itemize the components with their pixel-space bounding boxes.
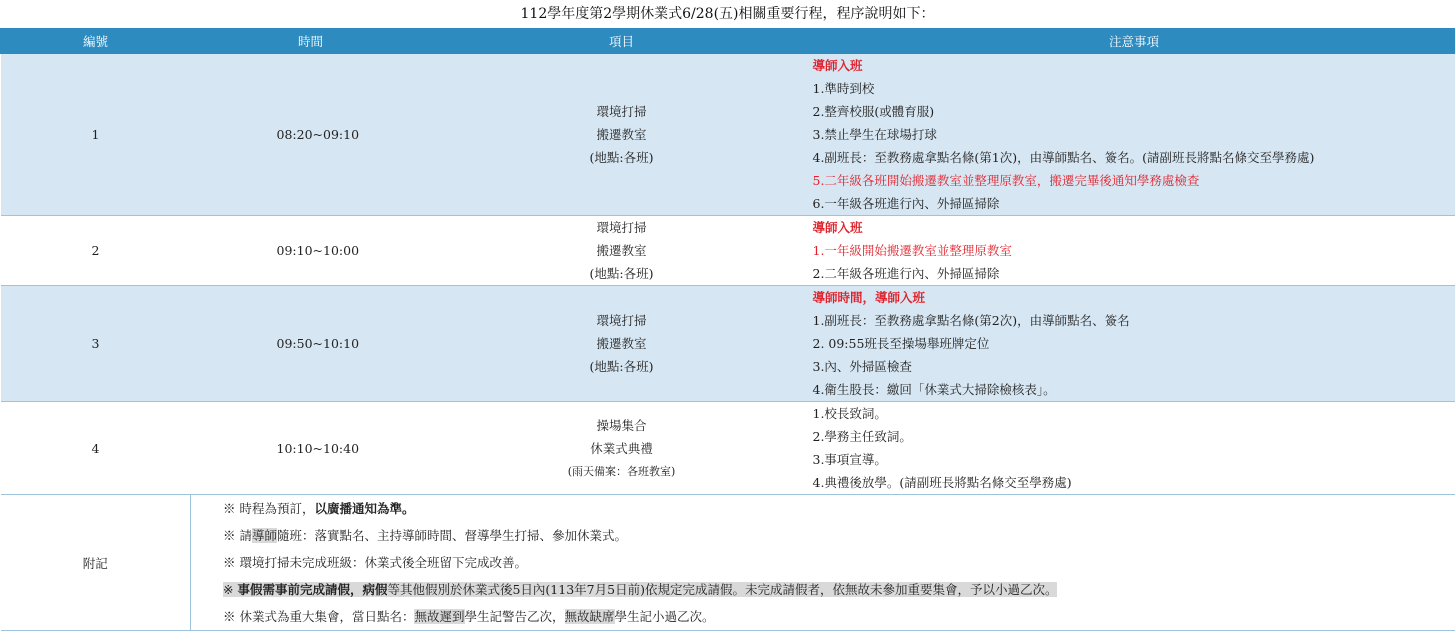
note-line: 2.學務主任致詞。 [813,425,1455,448]
row-items [431,402,813,495]
note-line: 4.副班長：至教務處拿點名條(第1次)，由導師點名、簽名。(請副班長將點名條交至學務處) [813,146,1455,169]
remarks-label: 附記 [1,495,191,631]
header-item: 項目 [431,29,813,54]
note-line: 2.整齊校服(或體育服) [813,100,1455,123]
note-line: 6.一年級各班進行內、外掃區掃除 [813,192,1455,215]
note-line: 3.內、外掃區檢查 [813,355,1455,378]
remark-line: ※ 環境打掃未完成班級：休業式後全班留下完成改善。 [223,549,1455,576]
row-num: 3 [1,286,191,402]
row-items [431,286,813,402]
note-line: 導師時間，導師入班 [813,286,1455,309]
header-time: 時間 [191,29,431,54]
header-num: 編號 [1,29,191,54]
page-title: 112學年度第2學期休業式6/28(五)相關重要行程，程序說明如下： [0,0,1455,28]
table-row [1,286,1455,402]
item-line: (雨天備案：各班教室) [431,460,813,483]
item-line: 搬遷教室 [431,123,813,146]
row-num: 4 [1,402,191,495]
note-line: 3.事項宣導。 [813,448,1455,471]
note-line: 2. 09:55班長至操場舉班牌定位 [813,332,1455,355]
remarks-row [1,495,1455,631]
row-time: 10:10~10:40 [191,402,431,495]
row-notes [813,402,1455,495]
note-line: 4.衛生股長：繳回「休業式大掃除檢核表」。 [813,378,1455,401]
remark-line: ※ 請導師隨班：落實點名、主持導師時間、督導學生打掃、參加休業式。 [223,522,1455,549]
item-line: (地點:各班) [431,146,813,169]
schedule-table [0,28,1455,631]
remarks-body [191,495,1455,631]
row-time: 09:10~10:00 [191,216,431,286]
remark-line: ※ 時程為預訂，以廣播通知為準。 [223,495,1455,522]
note-line: 5.二年級各班開始搬遷教室並整理原教室，搬遷完畢後通知學務處檢查 [813,169,1455,192]
item-line: 搬遷教室 [431,332,813,355]
note-line: 1.一年級開始搬遷教室並整理原教室 [813,239,1455,262]
item-line: 操場集合 [431,414,813,437]
note-line: 導師入班 [813,216,1455,239]
row-notes [813,216,1455,286]
remark-line: ※ 事假需事前完成請假，病假等其他假別於休業式後5日內(113年7月5日前)依規定完成請假。未完成請假者，依無故未參加重要集會，予以小過乙次。 [223,576,1455,603]
item-line: 環境打掃 [431,100,813,123]
item-line: 環境打掃 [431,309,813,332]
item-line: 環境打掃 [431,216,813,239]
item-line: (地點:各班) [431,355,813,378]
row-items [431,216,813,286]
note-line: 導師入班 [813,54,1455,77]
row-notes [813,54,1455,216]
note-line: 1.校長致詞。 [813,402,1455,425]
row-items [431,54,813,216]
table-row [1,402,1455,495]
item-line: 休業式典禮 [431,437,813,460]
note-line: 1.準時到校 [813,77,1455,100]
note-line: 3.禁止學生在球場打球 [813,123,1455,146]
remark-line: ※ 休業式為重大集會，當日點名：無故遲到學生記警告乙次，無故缺席學生記小過乙次。 [223,603,1455,630]
row-time: 09:50~10:10 [191,286,431,402]
row-num: 1 [1,54,191,216]
table-row [1,54,1455,216]
row-notes [813,286,1455,402]
header-notes: 注意事項 [813,29,1455,54]
item-line: (地點:各班) [431,262,813,285]
note-line: 2.二年級各班進行內、外掃區掃除 [813,262,1455,285]
table-header-row [1,29,1455,54]
note-line: 4.典禮後放學。(請副班長將點名條交至學務處) [813,471,1455,494]
note-line: 1.副班長：至教務處拿點名條(第2次)，由導師點名、簽名 [813,309,1455,332]
row-time: 08:20~09:10 [191,54,431,216]
item-line: 搬遷教室 [431,239,813,262]
row-num: 2 [1,216,191,286]
table-row [1,216,1455,286]
